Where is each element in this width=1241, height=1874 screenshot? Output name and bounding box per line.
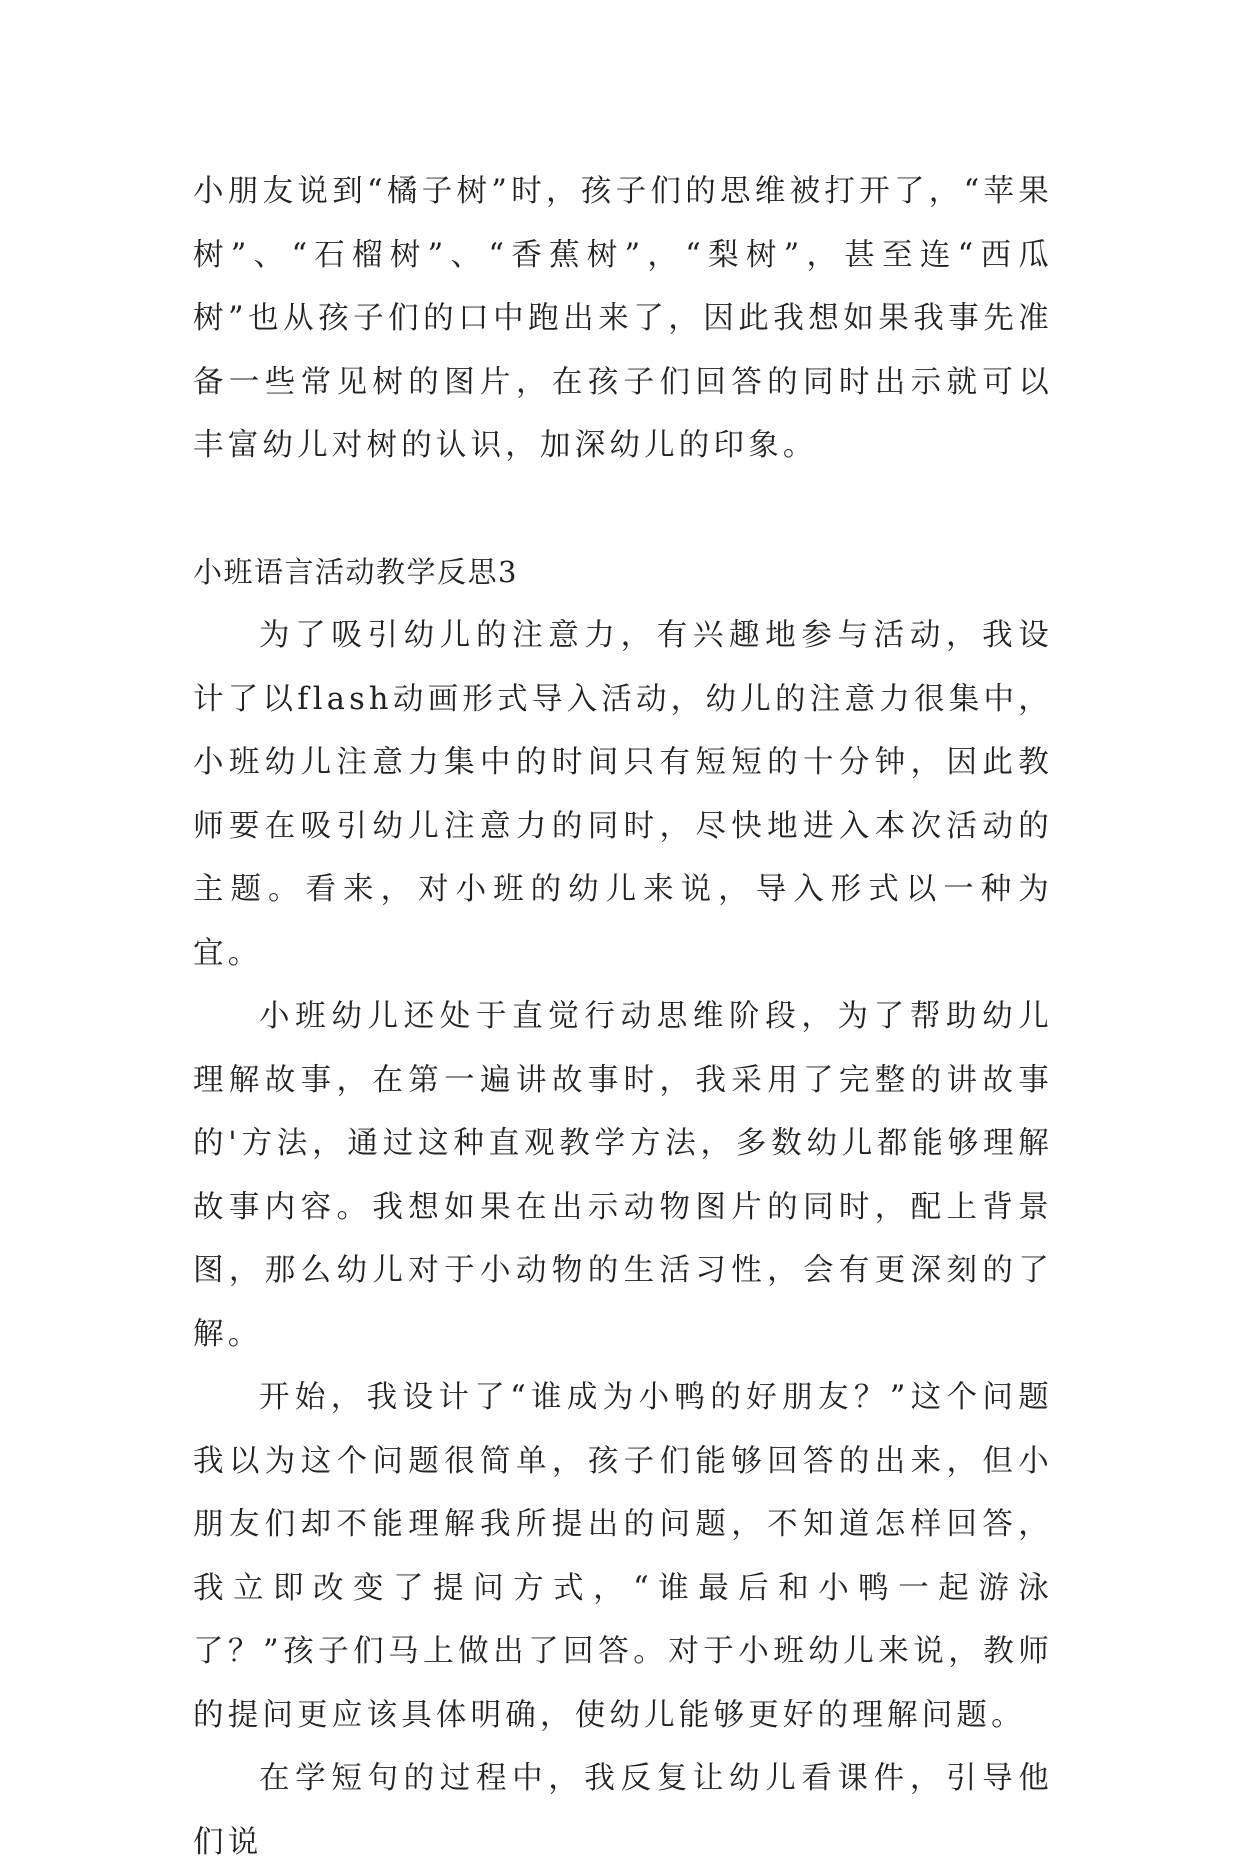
paragraph-4: 在学短句的过程中，我反复让幼儿看课件，引导他们说 — [193, 1761, 1053, 1860]
paragraph-1: 为了吸引幼儿的注意力，有兴趣地参与活动，我设计了以flash动画形式导入活动，幼儿的注意力很集中，小班幼儿注意力集中的时间只有短短的十分钟，因此教师要在吸引幼儿注意力的同时，尽快地进入本次活动的主题。看来，对小班的幼儿来说，导入形式以一种为宜。 — [193, 618, 1053, 971]
document-body — [193, 160, 1053, 1874]
section-heading: 小班语言活动教学反思3 — [193, 554, 518, 589]
paragraph-3: 开始，我设计了“谁成为小鸭的好朋友？”这个问题我以为这个问题很简单，孩子们能够回答的出来，但小朋友们却不能理解我所提出的问题，不知道怎样回答，我立即改变了提问方式，“谁最后和小鸭一起游泳了？”孩子们马上做出了回答。对于小班幼儿来说，教师的提问更应该具体明确，使幼儿能够更好的理解问题。 — [193, 1380, 1053, 1733]
paragraph-2: 小班幼儿还处于直觉行动思维阶段，为了帮助幼儿理解故事，在第一遍讲故事时，我采用了完整的讲故事的'方法，通过这种直观教学方法，多数幼儿都能够理解故事内容。我想如果在出示动物图片的同时，配上背景图，那么幼儿对于小动物的生活习性，会有更深刻的了解。 — [193, 999, 1053, 1352]
continuation-paragraph: 小朋友说到“橘子树”时，孩子们的思维被打开了，“苹果树”、“石榴树”、“香蕉树”，“梨树”，甚至连“西瓜树”也从孩子们的口中跑出来了，因此我想如果我事先准备一些常见树的图片，在孩子们回答的同时出示就可以丰富幼儿对树的认识，加深幼儿的印象。 — [193, 174, 1053, 463]
